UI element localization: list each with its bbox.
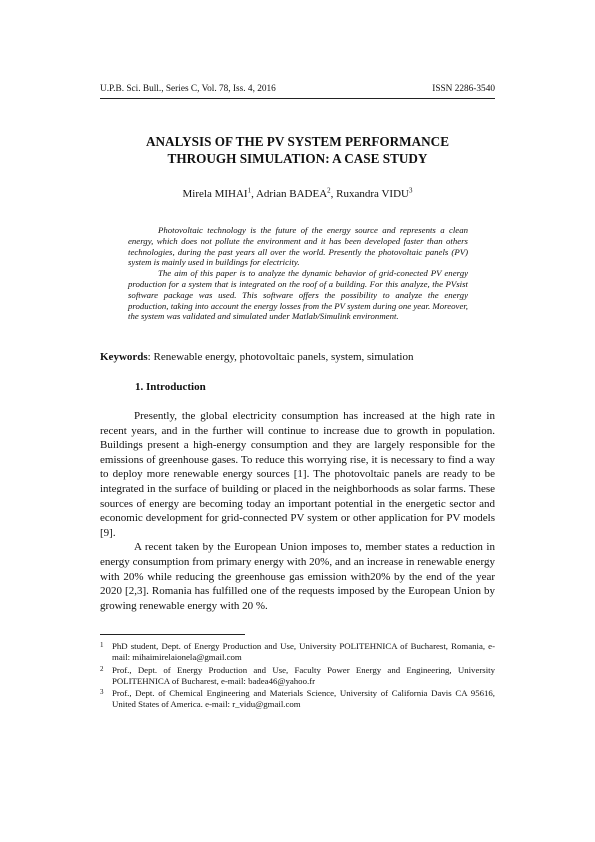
footnote-text: Prof., Dept. of Energy Production and Use, Faculty Power Energy and Engineering, University POLITEHNICA of Bucharest, e-mail: badea46@yahoo.fr bbox=[112, 664, 495, 686]
author-affiliation-mark: 3 bbox=[408, 186, 413, 195]
abstract-paragraph: The aim of this paper is to analyze the dynamic behavior of grid-conected PV energy production for a system that is integrated on the roof of a building. For this analyze, the PVsist software package was used. This software offers the possibility to analyze the energy production, taking into account the energy losses from the PV system during one year. Moreover, the system was validated and simulated under Matlab/Simulink environment. bbox=[128, 268, 468, 322]
section-heading: 1. Introduction bbox=[135, 381, 206, 393]
footnote bbox=[100, 665, 495, 688]
author-affiliation-mark: 1 bbox=[247, 186, 252, 195]
section-body bbox=[100, 409, 495, 613]
footnote bbox=[100, 641, 495, 664]
abstract-paragraph: Photovoltaic technology is the future of the energy source and represents a clean energy, which does not pollute the environment and it has been developed faster than others technologies, during the past years all over the world. Presently the photovoltaic panels (PV) system is mainly used in buildings for electricity. bbox=[128, 225, 468, 268]
running-header bbox=[100, 84, 495, 94]
body-paragraph: Presently, the global electricity consumption has increased at the high rate in recent years, and in the further will continue to increase due to growth in population. Buildings present a high-energy consumption and they are largely responsible for the emissions of greenhouse gases. To reduce this worrying rise, it is necessary to find a way to deploy more renewable energy sources [1]. The photovoltaic panels are ready to be integrated in the surface of building or placed in the neighborhoods as solar farms. These sources of energy are becoming today an important potential in the energetic sector and economic development for grid-connected PV system or other application for PV models [9]. bbox=[100, 410, 495, 539]
header-rule bbox=[100, 98, 495, 99]
keywords bbox=[100, 351, 495, 363]
keywords-label: Keywords bbox=[100, 351, 148, 363]
footnote bbox=[100, 688, 495, 711]
abstract bbox=[128, 225, 468, 322]
issn: ISSN 2286-3540 bbox=[432, 84, 495, 94]
keywords-text: : Renewable energy, photovoltaic panels, system, simulation bbox=[147, 351, 414, 363]
author-name: Adrian BADEA bbox=[255, 188, 328, 200]
paper-title bbox=[100, 133, 495, 167]
body-paragraph: A recent taken by the European Union imposes to, member states a reduction in energy consumption from primary energy with 20%, and an increase in renewable energy with 20% while reducing the greenhouse gas emission with20% by the end of the year 2020 [2,3]. Romania has fulfilled one of the requests imposed by the European Union by growing renewable energy with 20 %. bbox=[100, 541, 495, 612]
author-name: Mirela MIHAI bbox=[182, 188, 248, 200]
author-separator: , bbox=[251, 188, 256, 200]
footnote-mark: 3 bbox=[100, 688, 104, 697]
footnotes bbox=[100, 641, 495, 712]
author-name: Ruxandra VIDU bbox=[336, 188, 409, 200]
title-line-2: THROUGH SIMULATION: A CASE STUDY bbox=[167, 151, 428, 166]
footnote-mark: 2 bbox=[100, 664, 104, 673]
footnote-rule bbox=[100, 634, 245, 635]
title-line-1: ANALYSIS OF THE PV SYSTEM PERFORMANCE bbox=[146, 134, 449, 149]
footnote-text: Prof., Dept. of Chemical Engineering and Materials Science, University of California Davis CA 95616, United States of America. e-mail: r_vidu@gmail.com bbox=[112, 688, 495, 710]
journal-citation: U.P.B. Sci. Bull., Series C, Vol. 78, Iss. 4, 2016 bbox=[100, 84, 276, 94]
author-separator: , bbox=[330, 188, 337, 200]
author-affiliation-mark: 2 bbox=[327, 186, 331, 195]
footnote-mark: 1 bbox=[100, 641, 104, 649]
footnote-text: PhD student, Dept. of Energy Production and Use, University POLITEHNICA of Bucharest, Romania, e-mail: mihaimirelaionela@gmail.com bbox=[112, 641, 495, 663]
author-list bbox=[100, 188, 495, 200]
